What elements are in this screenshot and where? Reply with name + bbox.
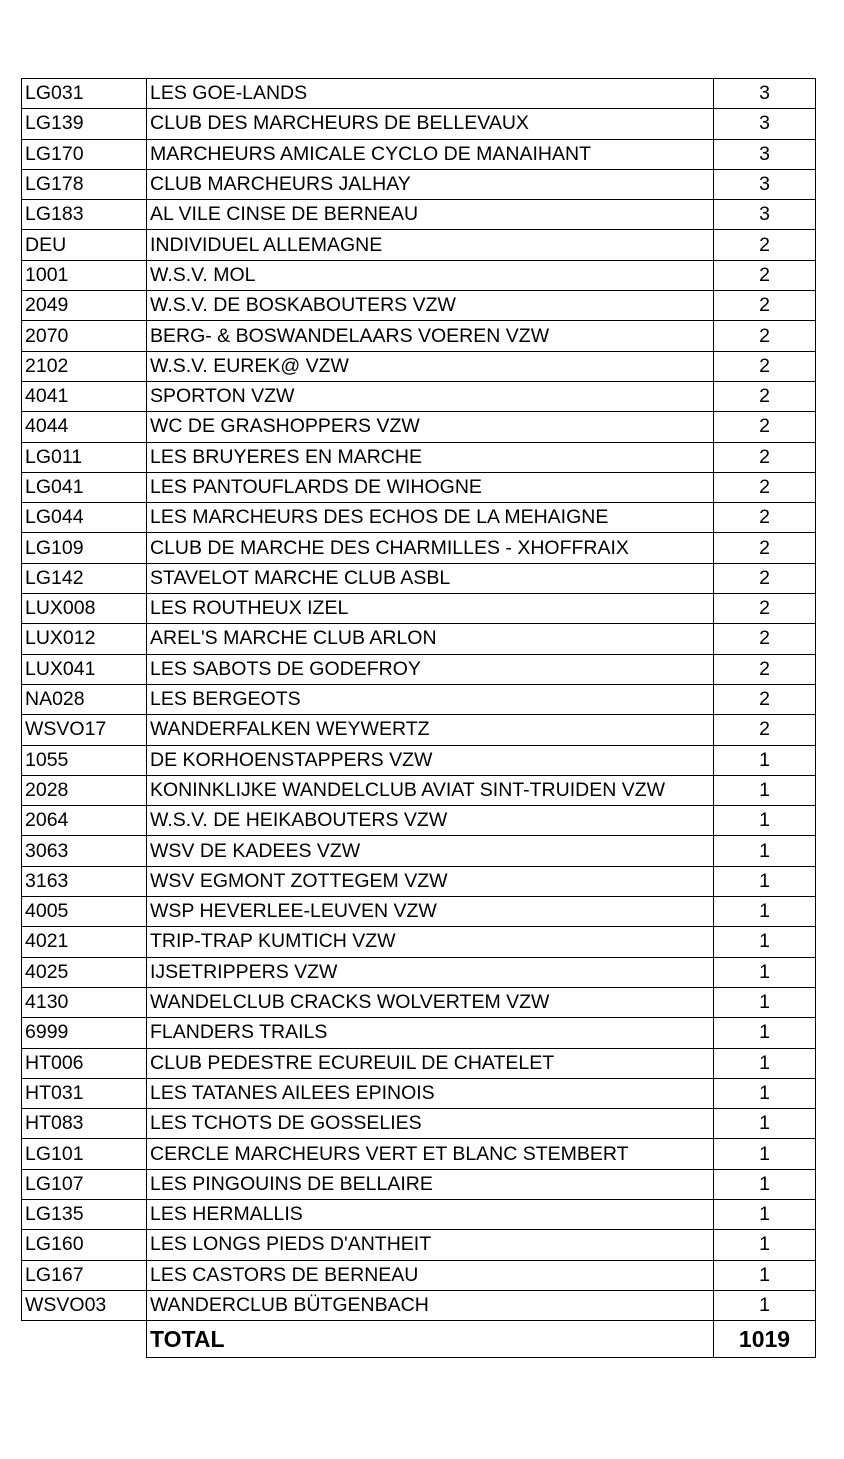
- club-count-cell: 1: [714, 775, 816, 805]
- club-name-cell: LES BERGEOTS: [147, 684, 714, 714]
- club-code-cell: LG170: [22, 139, 147, 169]
- club-code-cell: HT031: [22, 1078, 147, 1108]
- club-name-cell: LES BRUYERES EN MARCHE: [147, 442, 714, 472]
- table-row: [22, 260, 816, 290]
- club-code-cell: 4130: [22, 987, 147, 1017]
- club-count-cell: 2: [714, 594, 816, 624]
- club-code-cell: LG142: [22, 563, 147, 593]
- club-count-cell: 1: [714, 1230, 816, 1260]
- club-name-cell: KONINKLIJKE WANDELCLUB AVIAT SINT-TRUIDEN VZW: [147, 775, 714, 805]
- club-name-cell: INDIVIDUEL ALLEMAGNE: [147, 230, 714, 260]
- club-count-cell: 2: [714, 260, 816, 290]
- club-name-cell: LES CASTORS DE BERNEAU: [147, 1260, 714, 1290]
- club-code-cell: LG167: [22, 1260, 147, 1290]
- club-name-cell: STAVELOT MARCHE CLUB ASBL: [147, 563, 714, 593]
- club-code-cell: 2028: [22, 775, 147, 805]
- club-name-cell: BERG- & BOSWANDELAARS VOEREN VZW: [147, 321, 714, 351]
- club-code-cell: DEU: [22, 230, 147, 260]
- table-row: [22, 1169, 816, 1199]
- table-row: [22, 957, 816, 987]
- club-name-cell: AL VILE CINSE DE BERNEAU: [147, 200, 714, 230]
- table-row: [22, 1199, 816, 1229]
- table-row: [22, 1230, 816, 1260]
- club-count-cell: 1: [714, 1260, 816, 1290]
- club-code-cell: LG031: [22, 79, 147, 109]
- table-row: [22, 927, 816, 957]
- table-body: [22, 79, 816, 1321]
- club-name-cell: LES TCHOTS DE GOSSELIES: [147, 1109, 714, 1139]
- club-count-cell: 1: [714, 745, 816, 775]
- club-name-cell: LES ROUTHEUX IZEL: [147, 594, 714, 624]
- club-name-cell: WSV EGMONT ZOTTEGEM VZW: [147, 866, 714, 896]
- club-name-cell: WC DE GRASHOPPERS VZW: [147, 412, 714, 442]
- club-code-cell: 4005: [22, 897, 147, 927]
- club-name-cell: CERCLE MARCHEURS VERT ET BLANC STEMBERT: [147, 1139, 714, 1169]
- club-count-cell: 2: [714, 624, 816, 654]
- club-name-cell: LES HERMALLIS: [147, 1199, 714, 1229]
- table-row: [22, 684, 816, 714]
- club-code-cell: 2049: [22, 291, 147, 321]
- table-row: [22, 897, 816, 927]
- table-row: [22, 806, 816, 836]
- table-row: [22, 79, 816, 109]
- club-name-cell: W.S.V. DE HEIKABOUTERS VZW: [147, 806, 714, 836]
- club-code-cell: LG109: [22, 533, 147, 563]
- club-code-cell: HT083: [22, 1109, 147, 1139]
- club-code-cell: 4044: [22, 412, 147, 442]
- table-row: [22, 715, 816, 745]
- club-name-cell: DE KORHOENSTAPPERS VZW: [147, 745, 714, 775]
- total-label: TOTAL: [147, 1321, 714, 1358]
- club-count-cell: 3: [714, 79, 816, 109]
- table-row: [22, 624, 816, 654]
- club-name-cell: WSP HEVERLEE-LEUVEN VZW: [147, 897, 714, 927]
- club-code-cell: LG011: [22, 442, 147, 472]
- club-code-cell: HT006: [22, 1048, 147, 1078]
- total-empty-cell: [22, 1321, 147, 1358]
- club-code-cell: LG101: [22, 1139, 147, 1169]
- club-code-cell: 3163: [22, 866, 147, 896]
- club-name-cell: LES GOE-LANDS: [147, 79, 714, 109]
- club-count-cell: 2: [714, 563, 816, 593]
- club-count-cell: 1: [714, 897, 816, 927]
- club-name-cell: LES LONGS PIEDS D'ANTHEIT: [147, 1230, 714, 1260]
- club-count-cell: 1: [714, 1169, 816, 1199]
- table-row: [22, 381, 816, 411]
- club-code-cell: 2102: [22, 351, 147, 381]
- club-count-cell: 2: [714, 412, 816, 442]
- club-count-cell: 1: [714, 866, 816, 896]
- club-code-cell: LG107: [22, 1169, 147, 1199]
- table-row: [22, 200, 816, 230]
- club-code-cell: LUX012: [22, 624, 147, 654]
- club-name-cell: W.S.V. DE BOSKABOUTERS VZW: [147, 291, 714, 321]
- club-count-cell: 1: [714, 927, 816, 957]
- club-code-cell: WSVO03: [22, 1290, 147, 1320]
- table-row: [22, 230, 816, 260]
- club-code-cell: LG041: [22, 472, 147, 502]
- table-row: [22, 412, 816, 442]
- club-name-cell: LES SABOTS DE GODEFROY: [147, 654, 714, 684]
- club-code-cell: 3063: [22, 836, 147, 866]
- club-count-cell: 2: [714, 715, 816, 745]
- club-name-cell: W.S.V. EUREK@ VZW: [147, 351, 714, 381]
- club-code-cell: LG160: [22, 1230, 147, 1260]
- club-name-cell: LES PANTOUFLARDS DE WIHOGNE: [147, 472, 714, 502]
- club-name-cell: CLUB DE MARCHE DES CHARMILLES - XHOFFRAIX: [147, 533, 714, 563]
- club-count-cell: 2: [714, 351, 816, 381]
- club-code-cell: LUX041: [22, 654, 147, 684]
- table-row: [22, 169, 816, 199]
- club-name-cell: CLUB DES MARCHEURS DE BELLEVAUX: [147, 109, 714, 139]
- club-code-cell: WSVO17: [22, 715, 147, 745]
- table-row: [22, 745, 816, 775]
- club-code-cell: LUX008: [22, 594, 147, 624]
- club-code-cell: 6999: [22, 1018, 147, 1048]
- club-count-cell: 2: [714, 533, 816, 563]
- club-count-cell: 3: [714, 109, 816, 139]
- club-count-cell: 2: [714, 684, 816, 714]
- club-code-cell: LG139: [22, 109, 147, 139]
- club-count-cell: 1: [714, 1078, 816, 1108]
- club-count-cell: 2: [714, 291, 816, 321]
- club-count-cell: 1: [714, 1290, 816, 1320]
- club-name-cell: WANDERFALKEN WEYWERTZ: [147, 715, 714, 745]
- club-count-cell: 1: [714, 1109, 816, 1139]
- club-count-cell: 1: [714, 1018, 816, 1048]
- club-name-cell: LES TATANES AILEES EPINOIS: [147, 1078, 714, 1108]
- club-count-cell: 2: [714, 321, 816, 351]
- table-row: [22, 139, 816, 169]
- club-count-cell: 3: [714, 139, 816, 169]
- club-name-cell: AREL'S MARCHE CLUB ARLON: [147, 624, 714, 654]
- total-row: [22, 1321, 816, 1358]
- club-name-cell: IJSETRIPPERS VZW: [147, 957, 714, 987]
- club-count-cell: 2: [714, 654, 816, 684]
- club-count-cell: 1: [714, 1139, 816, 1169]
- table-row: [22, 1018, 816, 1048]
- club-code-cell: LG183: [22, 200, 147, 230]
- table-row: [22, 1290, 816, 1320]
- club-name-cell: WSV DE KADEES VZW: [147, 836, 714, 866]
- club-count-cell: 3: [714, 169, 816, 199]
- club-code-cell: 1055: [22, 745, 147, 775]
- club-name-cell: CLUB PEDESTRE ECUREUIL DE CHATELET: [147, 1048, 714, 1078]
- club-name-cell: TRIP-TRAP KUMTICH VZW: [147, 927, 714, 957]
- club-name-cell: CLUB MARCHEURS JALHAY: [147, 169, 714, 199]
- club-code-cell: 2064: [22, 806, 147, 836]
- table-row: [22, 291, 816, 321]
- club-code-cell: LG044: [22, 503, 147, 533]
- club-count-table: [21, 78, 816, 1358]
- club-name-cell: WANDELCLUB CRACKS WOLVERTEM VZW: [147, 987, 714, 1017]
- club-name-cell: LES PINGOUINS DE BELLAIRE: [147, 1169, 714, 1199]
- club-code-cell: LG135: [22, 1199, 147, 1229]
- table-row: [22, 1109, 816, 1139]
- club-code-cell: 2070: [22, 321, 147, 351]
- table-row: [22, 866, 816, 896]
- table-row: [22, 775, 816, 805]
- table-row: [22, 594, 816, 624]
- club-count-cell: 1: [714, 1199, 816, 1229]
- table-row: [22, 321, 816, 351]
- club-count-cell: 2: [714, 230, 816, 260]
- club-count-cell: 1: [714, 1048, 816, 1078]
- table-row: [22, 1139, 816, 1169]
- club-code-cell: 4021: [22, 927, 147, 957]
- table-row: [22, 836, 816, 866]
- table-row: [22, 1078, 816, 1108]
- club-count-cell: 3: [714, 200, 816, 230]
- table-row: [22, 503, 816, 533]
- club-count-cell: 2: [714, 442, 816, 472]
- club-name-cell: SPORTON VZW: [147, 381, 714, 411]
- club-code-cell: NA028: [22, 684, 147, 714]
- club-count-cell: 1: [714, 806, 816, 836]
- club-count-cell: 2: [714, 503, 816, 533]
- club-code-cell: 1001: [22, 260, 147, 290]
- club-name-cell: MARCHEURS AMICALE CYCLO DE MANAIHANT: [147, 139, 714, 169]
- club-name-cell: W.S.V. MOL: [147, 260, 714, 290]
- table-row: [22, 1260, 816, 1290]
- club-count-cell: 1: [714, 836, 816, 866]
- club-code-cell: LG178: [22, 169, 147, 199]
- total-value: 1019: [714, 1321, 816, 1358]
- table-row: [22, 654, 816, 684]
- club-code-cell: 4041: [22, 381, 147, 411]
- table-row: [22, 987, 816, 1017]
- table-row: [22, 442, 816, 472]
- club-name-cell: FLANDERS TRAILS: [147, 1018, 714, 1048]
- club-count-cell: 2: [714, 472, 816, 502]
- table-row: [22, 472, 816, 502]
- table-row: [22, 351, 816, 381]
- club-code-cell: 4025: [22, 957, 147, 987]
- club-count-cell: 1: [714, 957, 816, 987]
- table-row: [22, 109, 816, 139]
- club-count-cell: 2: [714, 381, 816, 411]
- table-row: [22, 563, 816, 593]
- table-row: [22, 533, 816, 563]
- club-name-cell: LES MARCHEURS DES ECHOS DE LA MEHAIGNE: [147, 503, 714, 533]
- table-row: [22, 1048, 816, 1078]
- club-name-cell: WANDERCLUB BÜTGENBACH: [147, 1290, 714, 1320]
- club-count-cell: 1: [714, 987, 816, 1017]
